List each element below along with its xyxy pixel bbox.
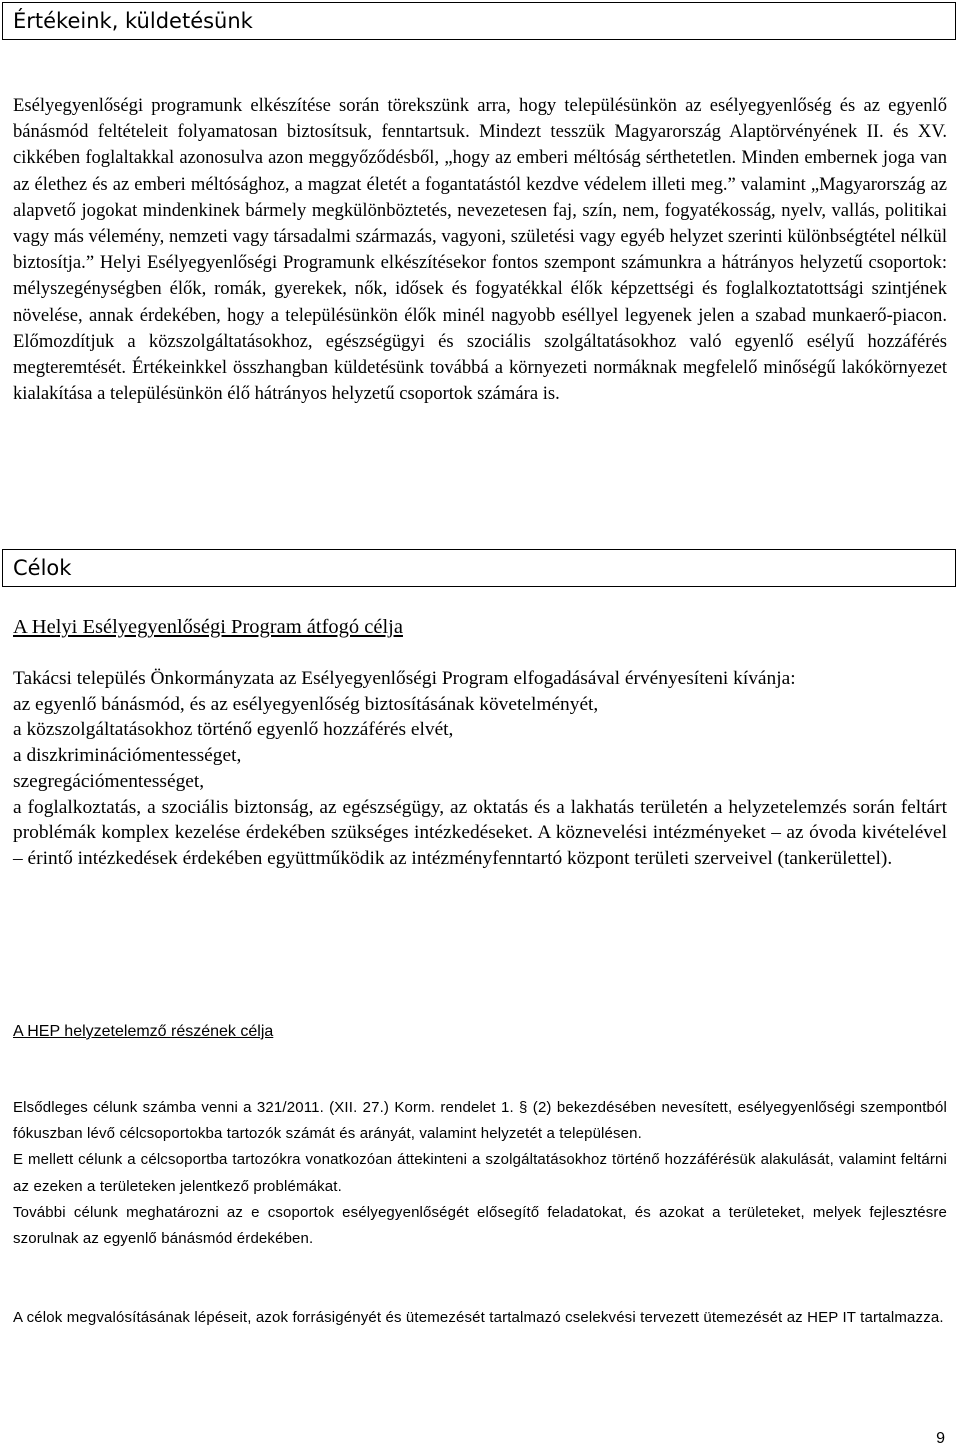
analysis-goal-paragraph: Elsődleges célunk számba venni a 321/2011. (XII. 27.) Korm. rendelet 1. § (2) bekezdésében nevesített, esélyegyenlőségi szempontból fókuszban lévő célcsoportokba tartozók számát és arányát, valamint helyzetét a településen. <box>13 1099 947 1143</box>
overall-goal-body <box>13 666 947 872</box>
overall-goal-intro: Takácsi település Önkormányzata az Esélyegyenlőségi Program elfogadásával érvényesíteni kívánja: <box>13 668 796 689</box>
goal-list-item-last: a foglalkoztatás, a szociális biztonság, az egészségügy, az oktatás és a lakhatás területén a helyzetelemzés során feltárt problémák komplex kezelése érdekében szükséges intézkedéseket. A köznevelési intézményeket – az óvoda kivételével – érintő intézkedések érdekében együttműködik az intézményfenntartó központ területi szerveivel (tankerülettel). <box>13 796 947 869</box>
subheading-overall-goal: A Helyi Esélyegyenlőségi Program átfogó célja <box>13 616 403 638</box>
analysis-goal-paragraph: E mellett célunk a célcsoportba tartozókra vonatkozóan áttekinteni a szolgáltatásokhoz történő hozzáférésük alakulását, valamint feltárni az ezeken a területeken jelentkező problémákat. <box>13 1151 947 1195</box>
analysis-goal-paragraph: További célunk meghatározni az e csoportok esélyegyenlőségét elősegítő feladatokat, és azokat a területeket, melyek fejlesztésre szorulnak az egyenlő bánásmód érdekében. <box>13 1203 947 1248</box>
section-heading-values: Értékeink, küldetésünk <box>2 2 956 40</box>
goal-list-item: az egyenlő bánásmód, és az esélyegyenlőség biztosításának követelményét, <box>13 693 599 715</box>
closing-paragraph: A célok megvalósításának lépéseit, azok forrásigényét és ütemezését tartalmazó cselekvési tervezett ütemezését az HEP IT tartalmazza. <box>13 1309 944 1326</box>
closing-paragraph-wrapper <box>13 1305 947 1331</box>
analysis-goal-body <box>13 1095 947 1252</box>
goal-list-item: a közszolgáltatásokhoz történő egyenlő hozzáférés elvét, <box>13 719 454 741</box>
goal-list-item: a diszkriminációmentességet, <box>13 745 242 767</box>
values-paragraph: Esélyegyenlőségi programunk elkészítése során törekszünk arra, hogy településünkön az esélyegyenlőség és az egyenlő bánásmód feltételeit folyamatosan biztosítsuk, fenntartsuk. Mindezt tesszük Magyarország Alaptörvényének II. és XV. cikkében foglaltakkal azonosulva azon meggyőződésből, „hogy az emberi méltóság sérthetetlen. Minden embernek joga van az élethez és az emberi méltósághoz, a magzat életét a fogantatástól kezdve védelem illeti meg.” valamint „Magyarország az alapvető jogokat mindenkinek bármely megkülönböztetés, nevezetesen faj, szín, nem, fogyatékosság, nyelv, vallás, politikai vagy más vélemény, nemzeti vagy társadalmi származás, vagyoni, születési vagy egyéb helyzet szerinti különbségtétel nélkül biztosítja.” Helyi Esélyegyenlőségi Programunk elkészítésekor fontos szempont számunkra a hátrányos helyzetű csoportok: mélyszegénységben élők, romák, gyerekek, nők, idősek és fogyatékkal élők képzettségi és foglalkoztatottsági szintjének növelése, annak érdekében, hogy a településünkön élők minél nagyobb eséllyel legyenek jelen a szabad munkaerő-piacon. Előmozdítjuk a közszolgáltatásokhoz, egészségügyi és szociális szolgáltatásokhoz való egyenlő esélyű hozzáférés megteremtését. Értékeinkkel összhangban küldetésünk továbbá a környezeti normáknak megfelelő minőségű lakókörnyezet kialakítása a településünkön élő hátrányos helyzetű csoportok számára is. <box>13 95 947 405</box>
subheading-analysis-goal: A HEP helyzetelemző részének célja <box>13 1023 274 1040</box>
section-heading-goals: Célok <box>2 549 956 587</box>
goal-list-item: szegregációmentességet, <box>13 770 205 792</box>
page-number: 9 <box>936 1430 945 1447</box>
